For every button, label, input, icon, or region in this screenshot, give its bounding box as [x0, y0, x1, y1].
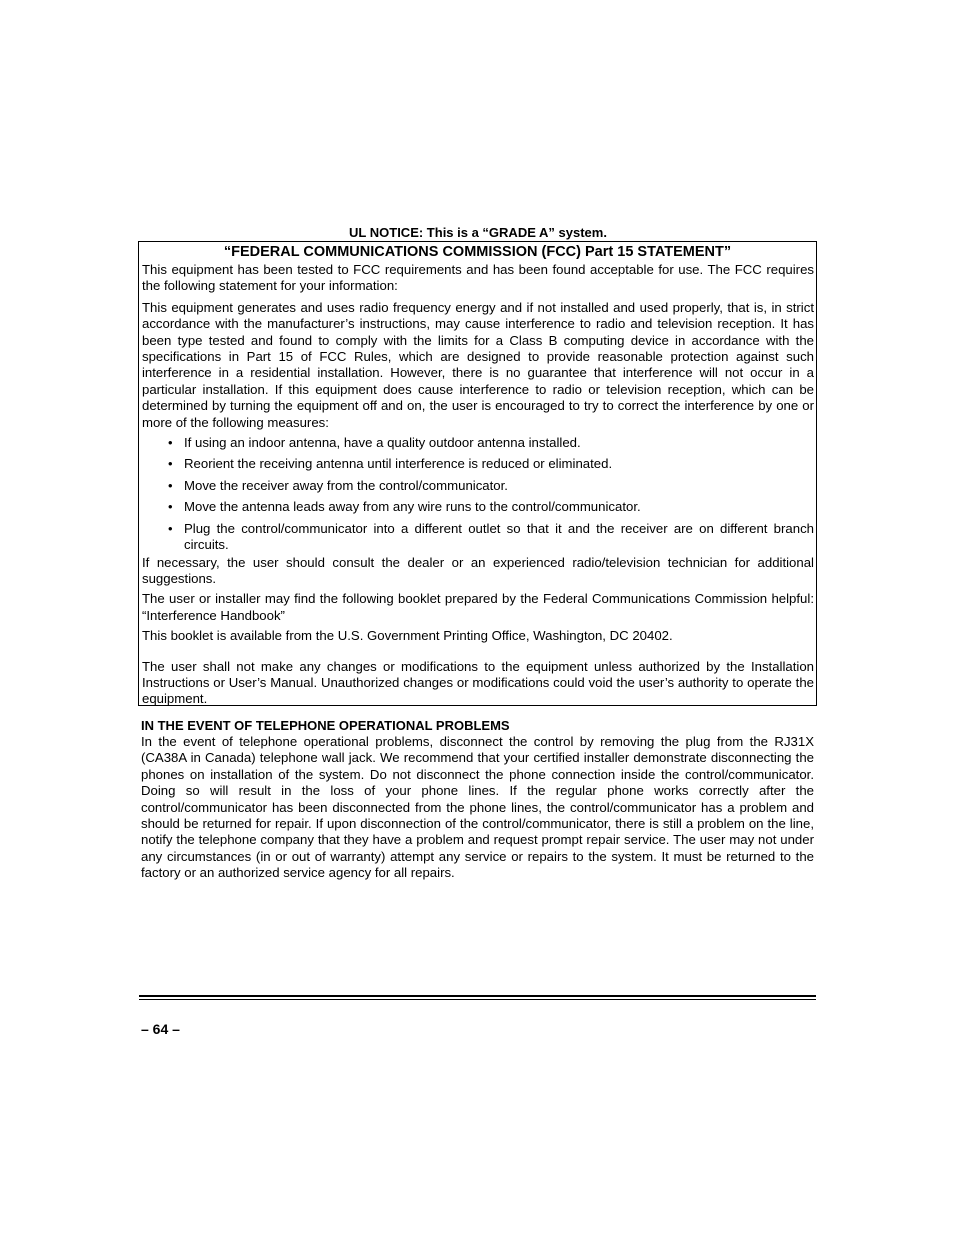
list-item [139, 435, 814, 451]
list-item-text: If using an indoor antenna, have a quality outdoor antenna installed. [184, 435, 581, 451]
page-number: – 64 – [141, 1021, 180, 1037]
list-item-text: Reorient the receiving antenna until interference is reduced or eliminated. [184, 456, 613, 472]
fcc-booklet-paragraph: The user or installer may find the following booklet prepared by the Federal Communications Commission helpful: “Interference Handbook” [142, 591, 814, 623]
fcc-modifications-paragraph: The user shall not make any changes or modifications to the equipment unless authorized by the Installation Instructions or User’s Manual. Unauthorized changes or modifications could void the user’s authority to operate the equipment. [142, 658, 814, 707]
bullet-icon: • [168, 477, 173, 493]
list-item [139, 521, 814, 554]
list-item-text: Move the receiver away from the control/communicator. [184, 477, 508, 493]
list-item-text: Move the antenna leads away from any wire runs to the control/communicator. [184, 499, 641, 515]
bullet-icon: • [168, 499, 173, 515]
list-item-text: Plug the control/communicator into a different outlet so that it and the receiver are on different branch circuits. [184, 520, 814, 553]
list-item [139, 499, 814, 515]
fcc-title: “FEDERAL COMMUNICATIONS COMMISSION (FCC) Part 15 STATEMENT” [223, 244, 732, 260]
telephone-problems-paragraph: In the event of telephone operational problems, disconnect the control by removing the plug from the RJ31X (CA38A in Canada) telephone wall jack. We recommend that your certified installer demonstrate disconnecting the phones on installation of the system. Do not disconnect the phone connection inside the control/communicator. Doing so will result in the loss of your phone lines. If the regular phone works correctly after the control/communicator has been disconnected from the phone lines, the control/communicator has a problem and should be returned for repair. If upon disconnection of the control/communicator, there is still a problem on the line, notify the telephone company that they have a problem and request prompt repair service. The user may not under any circumstances (in or out of warranty) attempt any service or repairs to the system. It must be returned to the factory or an authorized service agency for all repairs. [141, 734, 814, 881]
footer-divider-thick [139, 995, 816, 997]
fcc-intro-paragraph: This equipment has been tested to FCC requirements and has been found acceptable for use. The FCC requires the following statement for your information: [142, 262, 814, 294]
bullet-icon: • [168, 520, 173, 536]
list-item [139, 478, 814, 494]
fcc-statement-box [138, 241, 817, 706]
interference-measures-list [139, 435, 814, 553]
ul-notice: UL NOTICE: This is a “GRADE A” system. [349, 225, 607, 240]
bullet-icon: • [168, 456, 173, 472]
list-item [139, 456, 814, 472]
telephone-problems-heading: IN THE EVENT OF TELEPHONE OPERATIONAL PROBLEMS [141, 718, 510, 733]
fcc-statement-paragraph: This equipment generates and uses radio frequency energy and if not installed and used properly, that is, in strict accordance with the manufacturer’s instructions, may cause interference to radio and television reception. It has been type tested and found to comply with the limits for a Class B computing device in accordance with the specifications in Part 15 of FCC Rules, which are designed to provide reasonable protection against such interference in a residential installation. However, there is no guarantee that interference will not occur in a particular installation. If this equipment does cause interference to radio or television reception, which can be determined by turning the equipment off and on, the user is encouraged to try to correct the interference by one or more of the following measures: [142, 299, 814, 430]
footer-divider-thin [139, 999, 816, 1000]
bullet-icon: • [168, 435, 173, 451]
fcc-availability-paragraph: This booklet is available from the U.S. Government Printing Office, Washington, DC 20402. [142, 628, 673, 644]
fcc-consult-paragraph: If necessary, the user should consult the dealer or an experienced radio/television technician for additional suggestions. [142, 554, 814, 586]
